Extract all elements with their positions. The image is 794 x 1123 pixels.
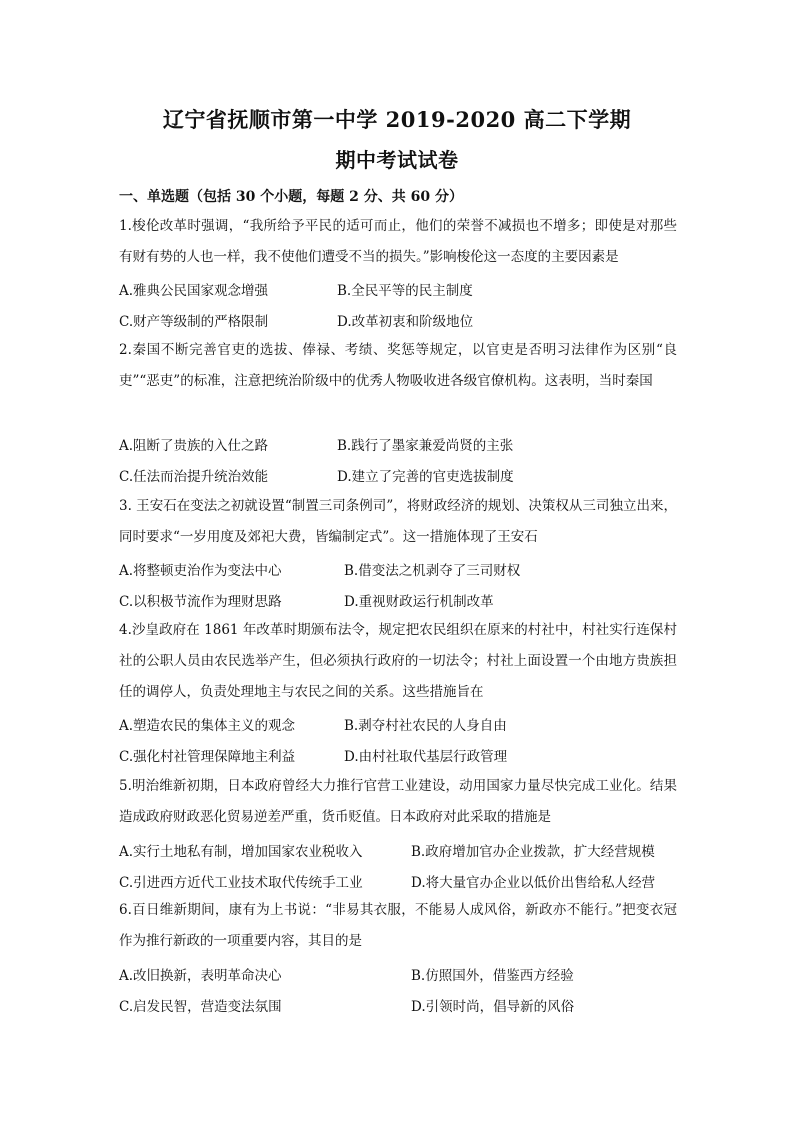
question-1-option-c: C.财产等级制的严格限制 [119, 314, 269, 330]
question-6-option-a: A.改旧换新，表明革命决心 [119, 968, 282, 984]
question-4-option-c: C.强化村社管理保障地主利益 [119, 749, 296, 765]
question-5-option-c: C.引进西方近代工业技术取代传统手工业 [119, 875, 363, 891]
section-heading: 一、单选题（包括 30 个小题，每题 2 分、共 60 分） [119, 189, 463, 205]
question-4-option-b: B.剥夺村社农民的人身自由 [344, 718, 507, 734]
question-2-option-a: A.阻断了贵族的入仕之路 [119, 438, 269, 454]
question-2-option-b: B.践行了墨家兼爱尚贤的主张 [337, 438, 514, 454]
question-1-option-d: D.改革初衷和阶级地位 [337, 314, 474, 330]
question-2-option-c: C.任法而治提升统治效能 [119, 469, 269, 485]
question-6-option-c: C.启发民智，营造变法氛围 [119, 999, 282, 1015]
question-5-stem: 5.明治维新初期，日本政府曾经大力推行官营工业建设，动用国家力量尽快完成工业化。结果造成政府财政恶化贸易逆差严重，货币贬值。日本政府对此采取的措施是 [119, 778, 677, 825]
question-3-stem: 3. 王安石在变法之初就设置“制置三司条例司”，将财政经济的规划、决策权从三司独立出来，同时要求“一岁用度及郊祀大费，皆编制定式”。这一措施体现了王安石 [119, 498, 677, 545]
question-4-stem: 4.沙皇政府在 1861 年改革时期颁布法令，规定把农民组织在原来的村社中，村社实行连保村社的公职人员由农民选举产生，但必须执行政府的一切法令；村社上面设置一个由地方贵族担任的调停人，负责处理地主与农民之间的关系。这些措施旨在 [119, 622, 677, 700]
question-1-stem: 1.梭伦改革时强调，“我所给予平民的适可而止，他们的荣誉不减损也不增多；即使是对那些有财有势的人也一样，我不使他们遭受不当的损失。”影响梭伦这一态度的主要因素是 [119, 218, 677, 265]
exam-subtitle: 期中考试试卷 [335, 148, 459, 172]
question-5-option-b: B.政府增加官办企业拨款，扩大经营规模 [411, 844, 655, 860]
question-2-stem: 2.秦国不断完善官吏的选拔、俸禄、考绩、奖惩等规定，以官吏是否明习法律作为区别“良吏”“恶吏”的标准，注意把统治阶级中的优秀人物吸收进各级官僚机构。这表明，当时秦国 [119, 342, 677, 389]
question-6-option-b: B.仿照国外，借鉴西方经验 [411, 968, 574, 984]
question-4-option-d: D.由村社取代基层行政管理 [344, 749, 508, 765]
question-1-option-a: A.雅典公民国家观念增强 [119, 283, 269, 299]
question-3-option-d: D.重视财政运行机制改革 [344, 594, 494, 610]
question-3-option-c: C.以积极节流作为理财思路 [119, 594, 282, 610]
question-5-option-a: A.实行土地私有制，增加国家农业税收入 [119, 844, 363, 860]
question-4-option-a: A.塑造农民的集体主义的观念 [119, 718, 296, 734]
question-6-option-d: D.引领时尚，倡导新的风俗 [411, 999, 575, 1015]
question-3-option-a: A.将整顿吏治作为变法中心 [119, 563, 282, 579]
exam-title: 辽宁省抚顺市第一中学 2019-2020 高二下学期 [162, 107, 632, 132]
question-1-option-b: B.全民平等的民主制度 [337, 283, 473, 299]
question-2-option-d: D.建立了完善的官吏选拔制度 [337, 469, 514, 485]
question-5-option-d: D.将大量官办企业以低价出售给私人经营 [411, 875, 656, 891]
question-3-option-b: B.借变法之机剥夺了三司财权 [344, 563, 521, 579]
question-6-stem: 6.百日维新期间，康有为上书说：“非易其衣服，不能易人成风俗，新政亦不能行。”把变衣冠作为推行新政的一项重要内容，其目的是 [119, 902, 677, 949]
